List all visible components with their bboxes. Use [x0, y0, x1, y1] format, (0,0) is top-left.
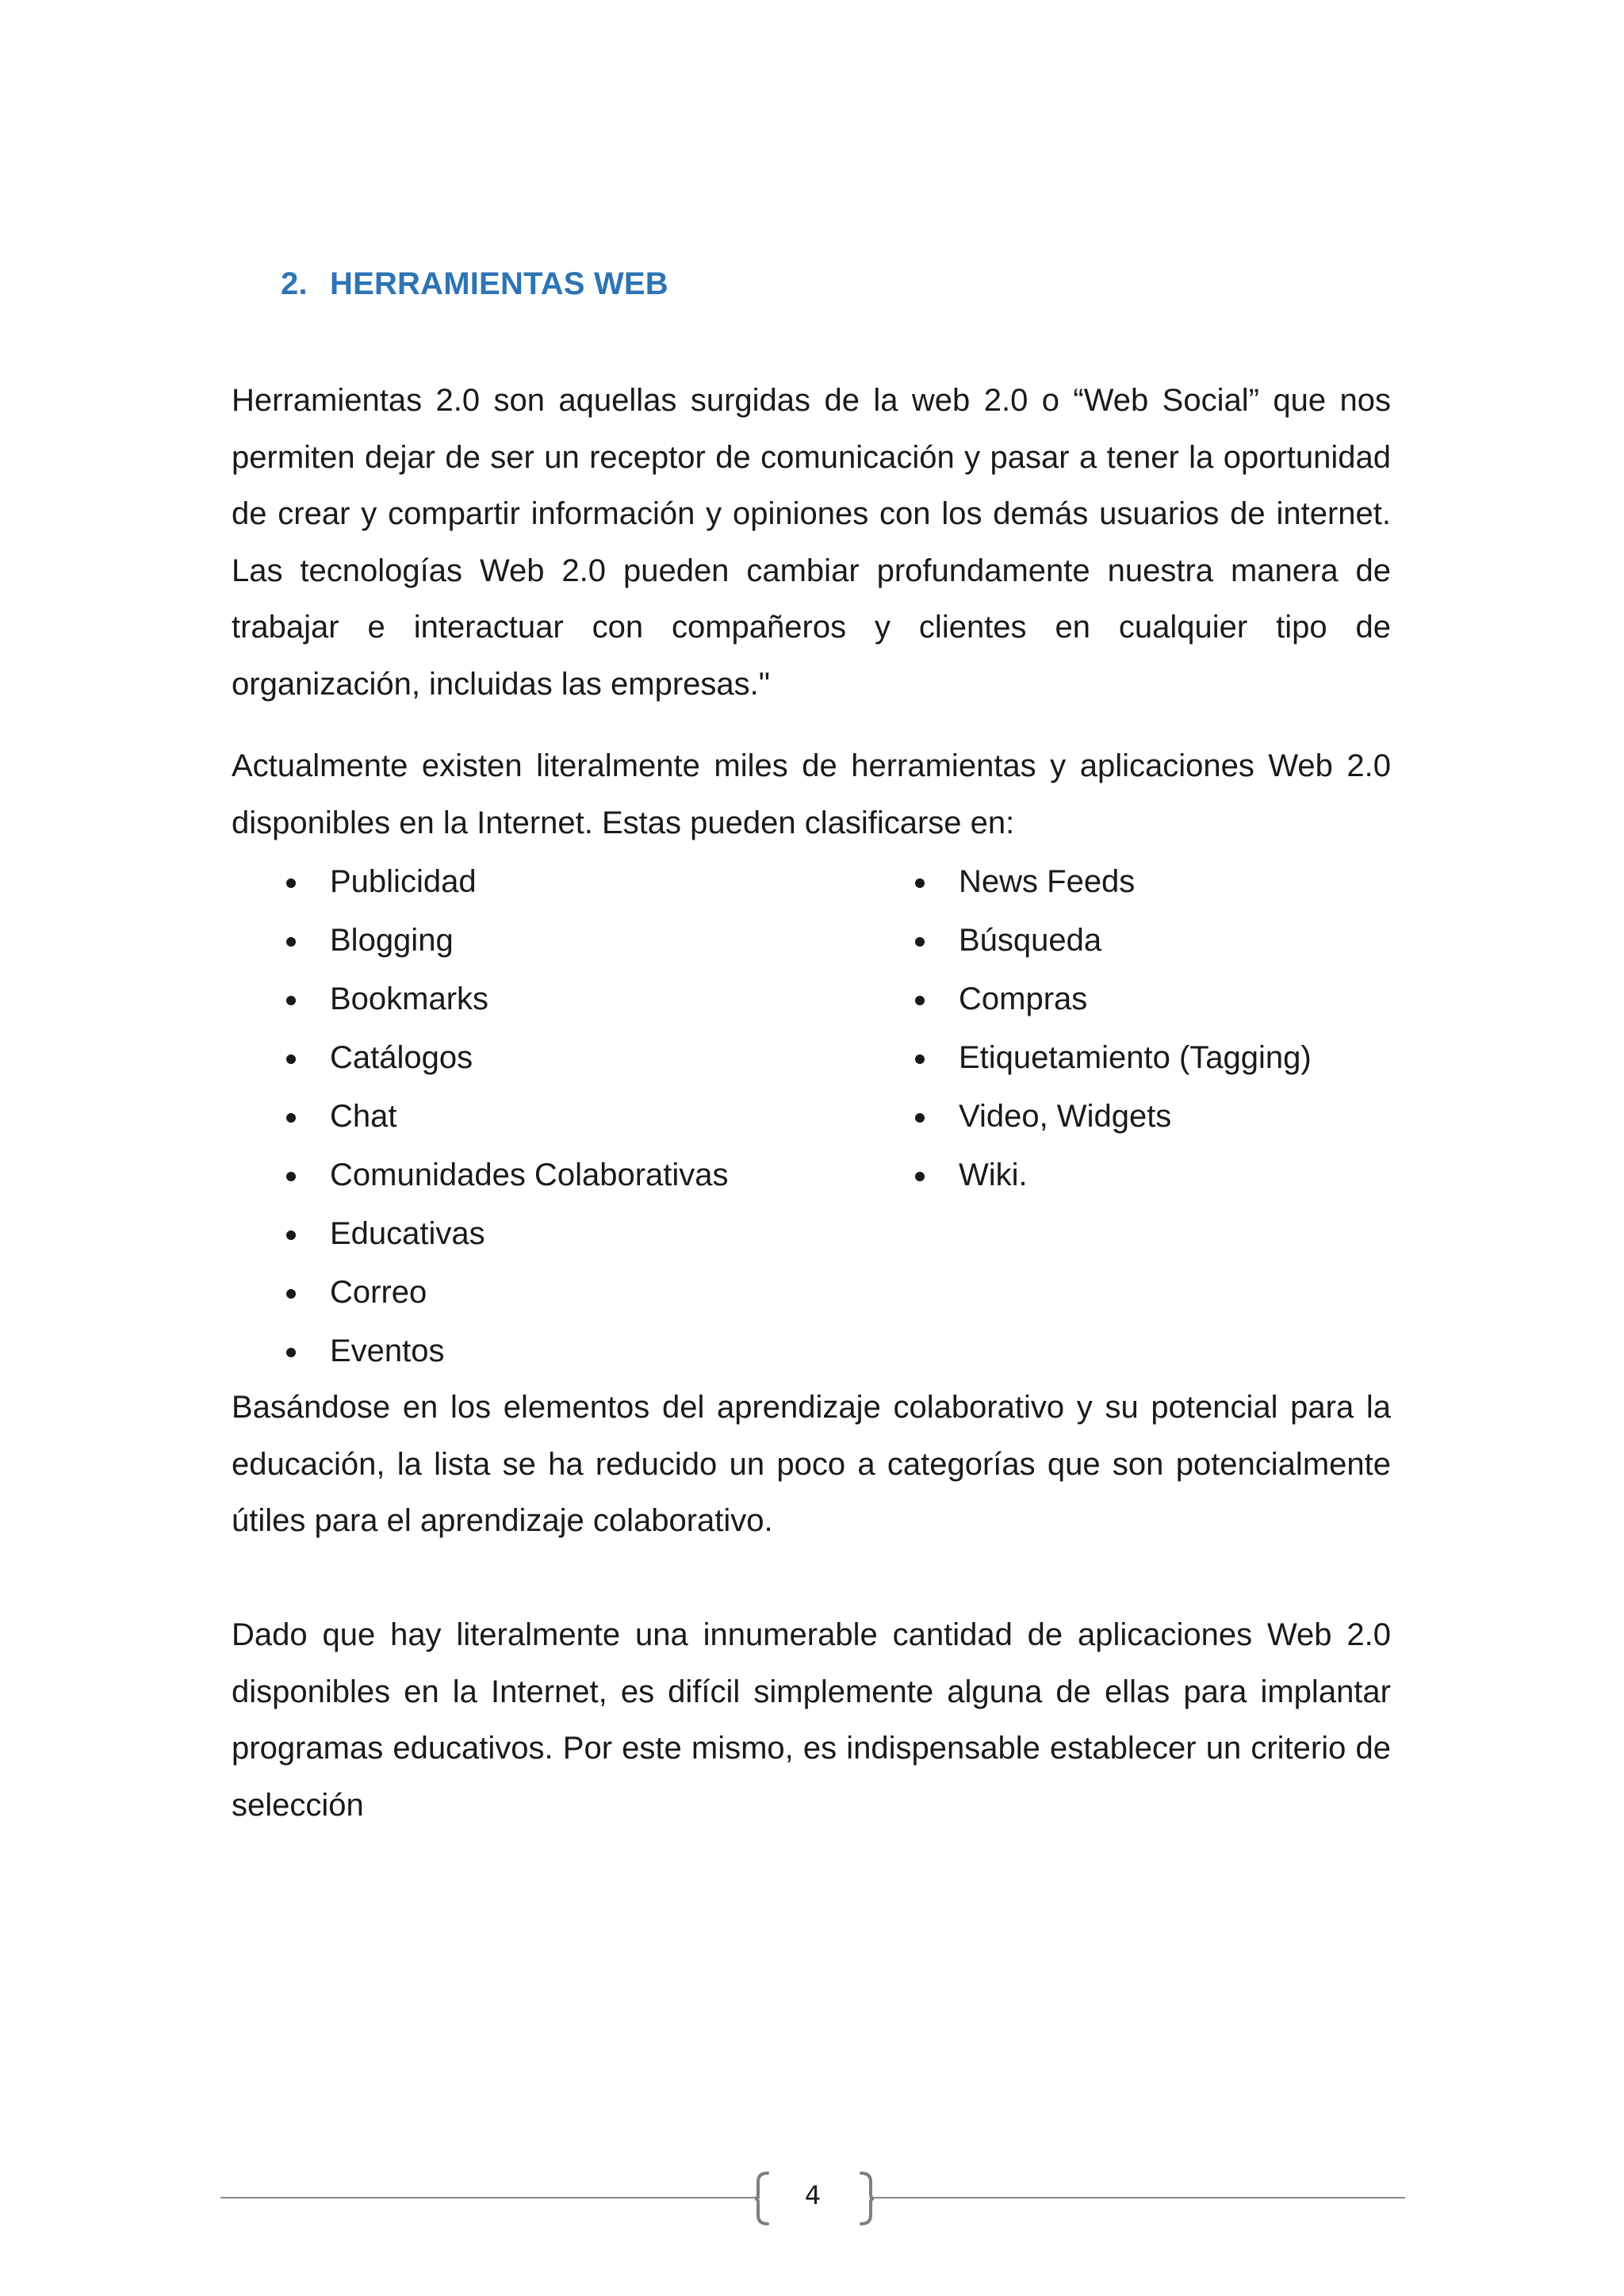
right-brace-icon [858, 2171, 875, 2226]
list-item: Wiki. [910, 1146, 1312, 1204]
collaborative-paragraph: Basándose en los elementos del aprendizaje colaborativo y su potencial para la educación, la lista se ha reducido un poco a categorías que son potencialmente útiles para el aprendizaje colaborativo. [232, 1390, 1391, 1538]
list-item: Bookmarks [281, 970, 729, 1028]
list-item: Búsqueda [910, 911, 1312, 970]
list-item: News Feeds [910, 852, 1312, 911]
list-item: Educativas [281, 1204, 729, 1263]
classification-paragraph: Actualmente existen literalmente miles de herramientas y aplicaciones Web 2.0 disponibles en la Internet. Estas pueden clasificarse en: [232, 748, 1391, 840]
category-list-left [281, 852, 729, 1380]
list-item: Catálogos [281, 1028, 729, 1087]
list-item: Eventos [281, 1322, 729, 1380]
category-list-right [910, 852, 1312, 1204]
section-heading [281, 266, 668, 302]
page-number: 4 [804, 2180, 822, 2210]
list-item: Video, Widgets [910, 1087, 1312, 1146]
footer-rule-left [220, 2197, 760, 2198]
list-item: Publicidad [281, 852, 729, 911]
intro-paragraph: Herramientas 2.0 son aquellas surgidas de la web 2.0 o “Web Social” que nos permiten dejar de ser un receptor de comunicación y pasar a tener la oportunidad de crear y compartir información y opiniones con los demás usuarios de internet. Las tecnologías Web 2.0 pueden cambiar profundamente nuestra manera de trabajar e interactuar con compañeros y clientes en cualquier tipo de organización, incluidas las empresas." [232, 383, 1391, 702]
section-number: 2. [281, 266, 308, 301]
selection-paragraph: Dado que hay literalmente una innumerable cantidad de aplicaciones Web 2.0 disponibles en la Internet, es difícil simplemente alguna de ellas para implantar programas educativos. Por este mismo, es indispensable establecer un criterio de selección [232, 1617, 1391, 1823]
list-item: Compras [910, 970, 1312, 1028]
list-item: Correo [281, 1263, 729, 1322]
list-item: Comunidades Colaborativas [281, 1146, 729, 1204]
list-item: Chat [281, 1087, 729, 1146]
left-brace-icon [753, 2171, 771, 2226]
footer-rule-right [872, 2197, 1405, 2198]
list-item: Blogging [281, 911, 729, 970]
list-item: Etiquetamiento (Tagging) [910, 1028, 1312, 1087]
section-title: HERRAMIENTAS WEB [330, 266, 668, 301]
